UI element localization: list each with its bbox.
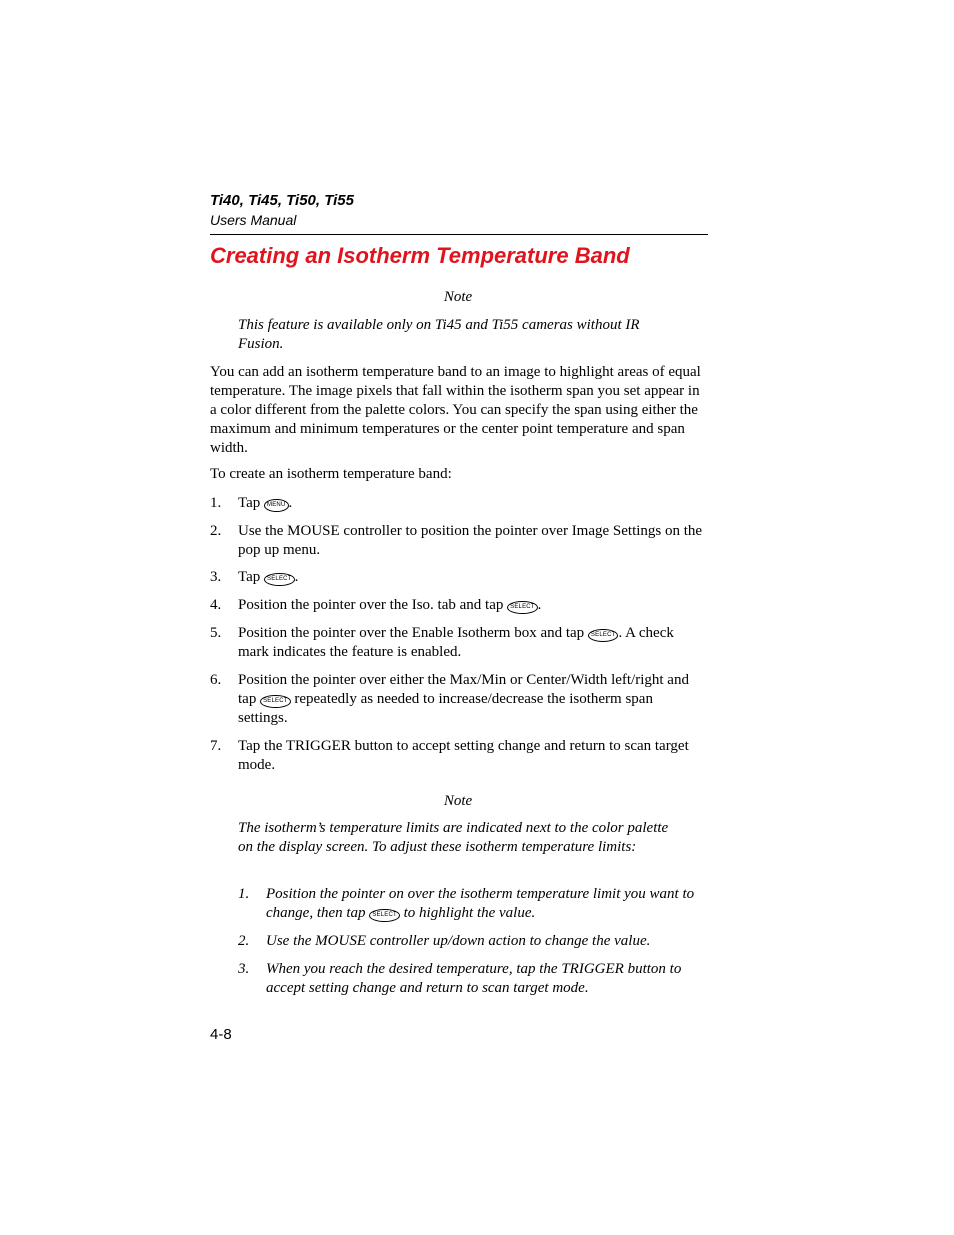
select-key-icon: SELECT bbox=[588, 629, 619, 642]
select-key-icon: SELECT bbox=[507, 601, 538, 614]
note-label: Note bbox=[443, 289, 473, 305]
step-text: Position the pointer over the Enable Isotherm box and tap SELECT . A check mark indicates the feature is enabled. bbox=[238, 625, 674, 660]
note-text: This feature is available only on Ti45 and Ti55 cameras without IR Fusion. bbox=[238, 317, 640, 352]
manual-model-title: Ti40, Ti45, Ti50, Ti55 bbox=[210, 192, 354, 209]
select-key-icon: SELECT bbox=[260, 695, 291, 708]
step-number: 1. bbox=[210, 495, 222, 511]
note-step-number: 1. bbox=[238, 886, 250, 902]
note-step-text: Position the pointer on over the isotherm temperature limit you want to change, then tap SELECT to highlight the value. bbox=[266, 886, 695, 921]
step-text: Tap SELECT . bbox=[238, 569, 299, 585]
section-heading: Creating an Isotherm Temperature Band bbox=[210, 243, 630, 268]
menu-key-icon: MENU bbox=[264, 499, 288, 512]
select-key-icon: SELECT bbox=[264, 573, 295, 586]
step-text: Position the pointer over the Iso. tab and tap SELECT . bbox=[238, 597, 542, 613]
page-number: 4-8 bbox=[210, 1026, 232, 1043]
step-number: 6. bbox=[210, 672, 222, 688]
step-text: Tap MENU . bbox=[238, 495, 293, 511]
note-step-text: When you reach the desired temperature, tap the TRIGGER button to accept setting change and return to scan target mode. bbox=[266, 961, 682, 996]
note-step-text: Use the MOUSE controller up/down action to change the value. bbox=[266, 933, 651, 949]
step-text: Position the pointer over either the Max/Min or Center/Width left/right and tap SELECT repeatedly as needed to increase/decrease the isotherm span settings. bbox=[238, 672, 689, 726]
note-step-number: 3. bbox=[238, 961, 250, 977]
step-number: 5. bbox=[210, 625, 222, 641]
procedure-lead-in: To create an isotherm temperature band: bbox=[210, 466, 452, 482]
intro-paragraph: You can add an isotherm temperature band to an image to highlight areas of equal temperature. The image pixels that fall within the isotherm span you set appear in a color different from the palette colors. You can specify the span using either the maximum and minimum temperatures or the center point temperature and span width. bbox=[210, 364, 701, 456]
select-key-icon: SELECT bbox=[369, 909, 400, 922]
note-step-number: 2. bbox=[238, 933, 250, 949]
header-divider bbox=[210, 234, 708, 235]
step-number: 4. bbox=[210, 597, 222, 613]
step-number: 7. bbox=[210, 738, 222, 754]
note-text: The isotherm’s temperature limits are indicated next to the color palette on the display screen. To adjust these isotherm temperature limits: bbox=[238, 820, 669, 855]
step-number: 2. bbox=[210, 523, 222, 539]
step-text: Use the MOUSE controller to position the pointer over Image Settings on the pop up menu. bbox=[238, 523, 703, 558]
step-number: 3. bbox=[210, 569, 222, 585]
manual-subtitle: Users Manual bbox=[210, 212, 297, 228]
note-label: Note bbox=[443, 793, 473, 809]
step-text: Tap the TRIGGER button to accept setting change and return to scan target mode. bbox=[238, 738, 689, 773]
